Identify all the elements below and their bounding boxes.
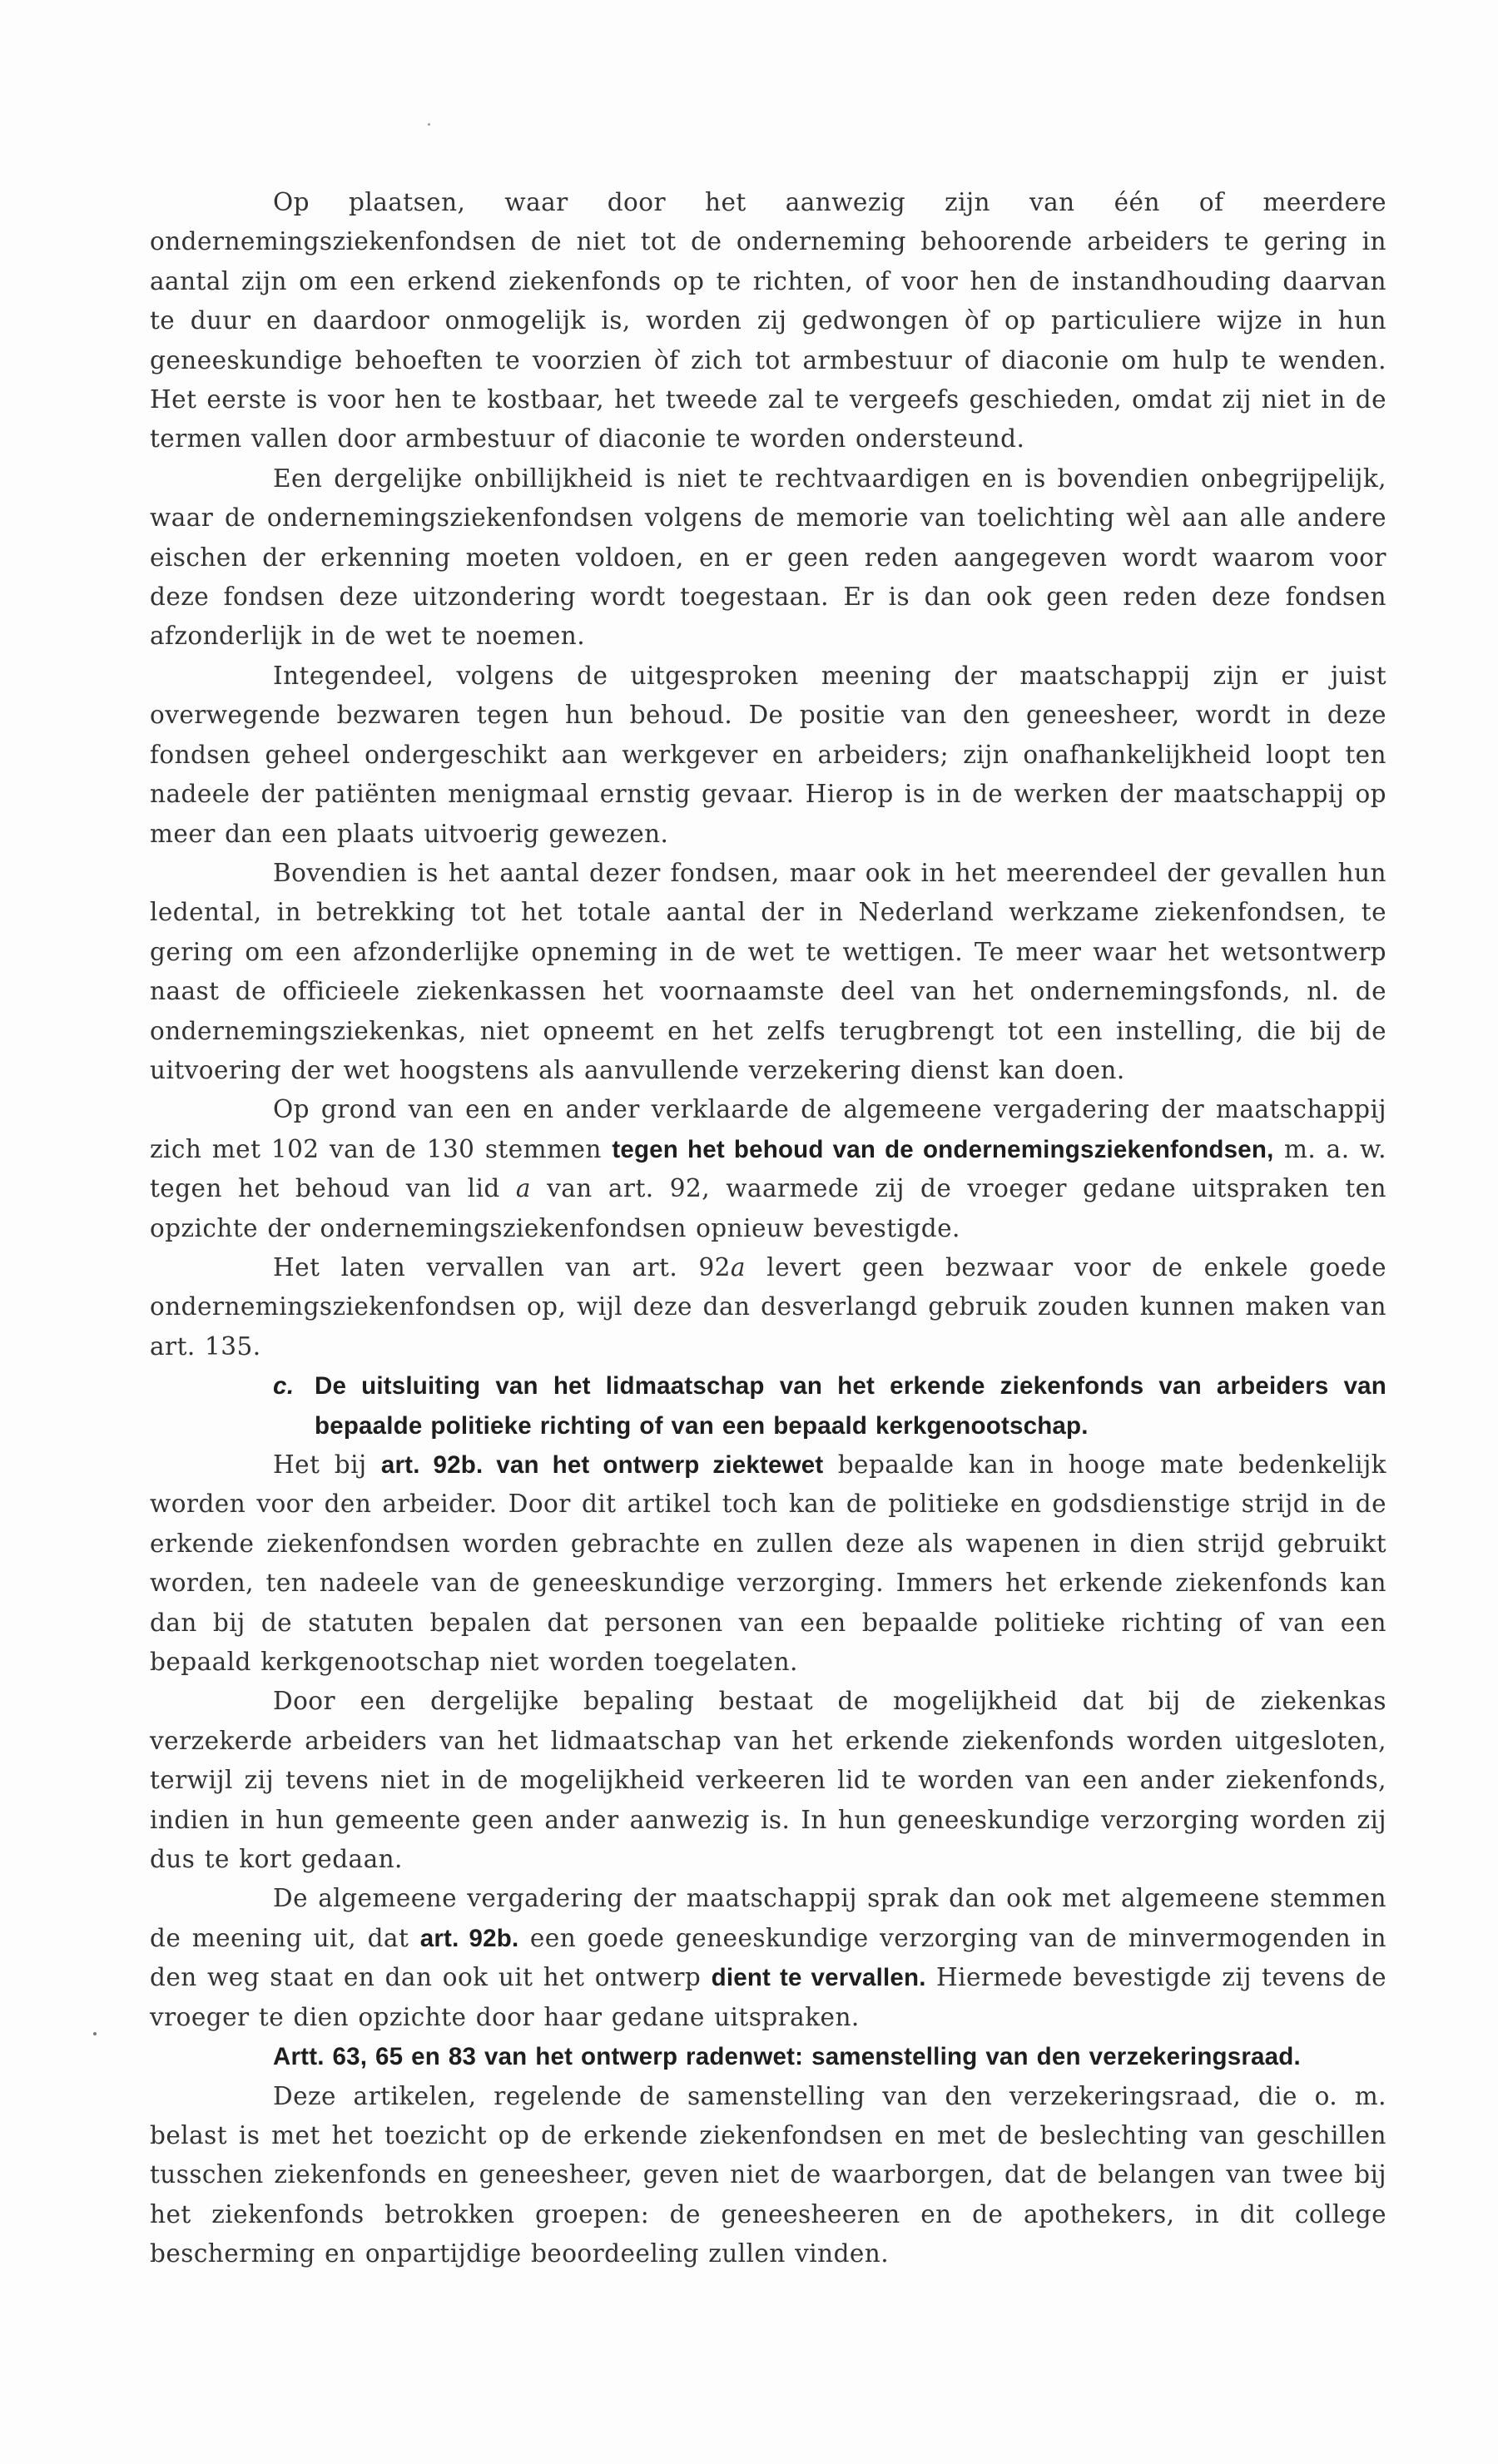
text-run: levert geen bezwaar voor de enkele goede ondernemingsziekenfondsen op, wijl deze dan desverlangd gebruik zouden kunnen maken van art. 135. (150, 1252, 1386, 1361)
bold-emphasis: art. 92b. (419, 1924, 519, 1952)
italic-letter: a (730, 1252, 746, 1282)
paragraph: Door een dergelijke bepaling bestaat de mogelijkheid dat bij de ziekenkas verzekerde arbeiders van het lidmaatschap van het erkende ziekenfonds worden uitgesloten, terwijl zij tevens niet in de mogelijkheid verkeeren lid te worden van een ander ziekenfonds, indien in hun gemeente geen ander aanwezig is. In hun geneeskundige verzorging worden zij dus te kort gedaan. (150, 1687, 1386, 1874)
text-run: Hiermede bevestigde zij tevens de vroeger te dien opzichte door haar gedane uitspraken. (150, 1963, 1386, 2031)
scan-speck (428, 123, 430, 126)
section-heading-artt: Artt. 63, 65 en 83 van het ontwerp radenwet: samenstelling van den verzekeringsraad. (273, 2043, 1301, 2071)
paragraph: Deze artikelen, regelende de samenstelling van den verzekeringsraad, die o. m. belast is met het toezicht op de erkende ziekenfondsen en met de beslechting van geschillen tusschen ziekenfonds en geneesheer, geven niet de waarborgen, dat de belangen van twee bij het ziekenfonds betrokken groepen: de geneesheeren en de apothekers, in dit college bescherming en onpartijdige beoordeeling zullen vinden. (150, 2081, 1386, 2268)
paragraph: Een dergelijke onbillijkheid is niet te rechtvaardigen en is bovendien onbegrijpelijk, waar de ondernemingsziekenfondsen volgens de memorie van toelichting wèl aan alle andere eischen der erkenning moeten voldoen, en er geen reden aangegeven wordt waarom voor deze fondsen deze uitzondering wordt toegestaan. Er is dan ook geen reden deze fondsen afzonderlijk in de wet te noemen. (150, 464, 1386, 651)
text-run: een goede geneeskundige verzorging van de minvermogenden in den weg staat en dan ook uit het ontwerp (150, 1923, 1386, 1992)
text-run: van art. 92, waarmede zij de vroeger gedane uitspraken ten opzichte der ondernemingsziekenfondsen opnieuw bevestigde. (150, 1174, 1386, 1242)
paragraph (150, 1445, 1386, 1682)
bold-emphasis: tegen het behoud van de ondernemingsziekenfondsen, (612, 1135, 1274, 1163)
italic-letter: a (515, 1174, 531, 1203)
scan-speck (93, 2032, 97, 2035)
body-text (150, 183, 1386, 2274)
text-run: m. a. w. tegen het behoud van lid (150, 1134, 1387, 1203)
section-heading-text: De uitsluiting van het lidmaatschap van het erkende ziekenfonds van arbeiders van bepaalde politieke richting of van een bepaald kerkgenootschap. (315, 1372, 1386, 1440)
text-run: Op grond van een en ander verklaarde de algemeene vergadering der maatschappij zich met 102 van de 130 stemmen (150, 1095, 1386, 1163)
paragraph: Op plaatsen, waar door het aanwezig zijn van één of meerdere ondernemingsziekenfondsen de niet tot de onderneming behoorende arbeiders te gering in aantal zijn om een erkend ziekenfonds op te richten, of voor hen de instandhouding daarvan te duur en daardoor onmogelijk is, worden zij gedwongen òf op particuliere wijze in hun geneeskundige behoeften te voorzien òf zich tot armbestuur of diaconie om hulp te wenden. Het eerste is voor hen te kostbaar, het tweede zal te vergeefs geschieden, omdat zij niet in de termen vallen door armbestuur of diaconie te worden ondersteund. (150, 188, 1386, 454)
paragraph (150, 1248, 1386, 1366)
paragraph (150, 1090, 1386, 1248)
section-heading-c (150, 1366, 1386, 1445)
text-run: Het laten vervallen van art. 92 (273, 1252, 731, 1282)
bold-emphasis: art. 92b. van het ontwerp ziektewet (380, 1451, 824, 1479)
paragraph (150, 1879, 1386, 2037)
text-run: De algemeene vergadering der maatschappij sprak dan ook met algemeene stemmen de meening uit, dat (150, 1884, 1386, 1952)
text-run: bepaalde kan in hooge mate bedenkelijk worden voor den arbeider. Door dit artikel toch kan de politieke en godsdienstige strijd in de erkende ziekenfondsen worden gebrachte en zullen deze als wapenen in dien strijd gebruikt worden, ten nadeele van de geneeskundige verzorging. Immers het erkende ziekenfonds kan dan bij de statuten bepalen dat personen van een bepaalde politieke richting of van een bepaald kerkgenootschap niet worden toegelaten. (150, 1450, 1386, 1677)
text-run: Het bij (273, 1450, 381, 1479)
bold-emphasis: dient te vervallen. (711, 1964, 926, 1992)
paragraph: Integendeel, volgens de uitgesproken meening der maatschappij zijn er juist overwegende bezwaren tegen hun behoud. De positie van den geneesheer, wordt in deze fondsen geheel ondergeschikt aan werkgever en arbeiders; zijn onafhankelijkheid loopt ten nadeele der patiënten menigmaal ernstig gevaar. Hierop is in de werken der maatschappij op meer dan een plaats uitvoerig gewezen. (150, 661, 1386, 848)
paragraph: Bovendien is het aantal dezer fondsen, maar ook in het meerendeel der gevallen hun ledental, in betrekking tot het totale aantal der in Nederland werkzame ziekenfondsen, te gering om een afzonderlijke opneming in de wet te wettigen. Te meer waar het wetsontwerp naast de officieele ziekenkassen het voornaamste deel van het ondernemingsfonds, nl. de ondernemingsziekenkas, niet opneemt en het zelfs terugbrengt tot een instelling, die bij de uitvoering der wet hoogstens als aanvullende verzekering dienst kan doen. (150, 858, 1386, 1084)
section-marker: c. (273, 1372, 295, 1401)
